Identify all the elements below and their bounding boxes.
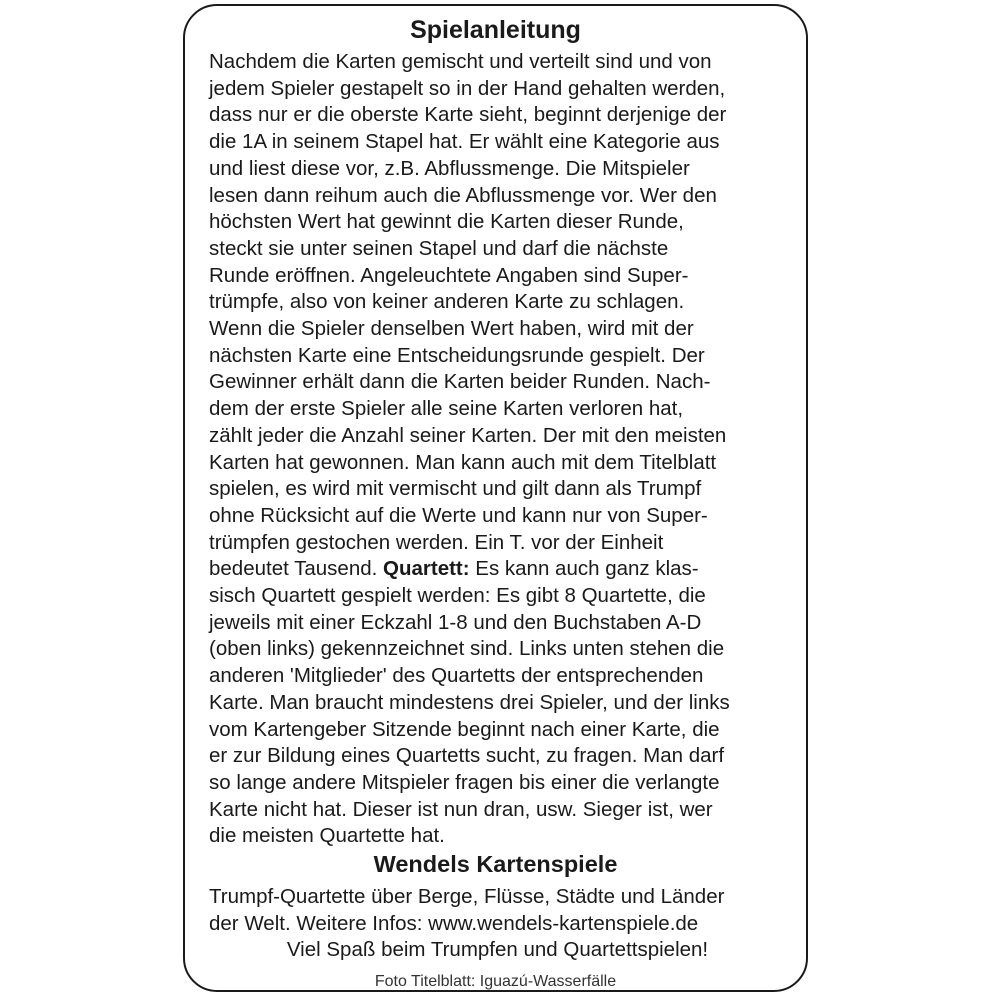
text-line: höchsten Wert hat gewinnt die Karten dieser Runde, <box>209 210 684 234</box>
text-segment: Es kann auch ganz klas- <box>469 557 699 581</box>
text-line: trümpfe, also von keiner anderen Karte zu schlagen. <box>209 290 685 314</box>
text-line: sisch Quartett gespielt werden: Es gibt 8 Quartette, die <box>209 584 706 608</box>
footer-line: der Welt. Weitere Infos: www.wendels-kartenspiele.de <box>209 911 699 935</box>
text-line: jedem Spieler gestapelt so in der Hand gehalten werden, <box>209 76 726 100</box>
brand-heading: Wendels Kartenspiele <box>373 851 618 877</box>
text-line: die meisten Quartette hat. <box>209 824 445 848</box>
text-line-quartett <box>209 556 809 583</box>
text-line: ohne Rücksicht auf die Werte und kann nur von Super- <box>209 503 708 527</box>
text-line: dem der erste Spieler alle seine Karten verloren hat, <box>209 397 684 421</box>
text-line: trümpfen gestochen werden. Ein T. vor der Einheit <box>209 530 664 554</box>
instructions-text <box>209 49 809 850</box>
photo-caption: Foto Titelblatt: Iguazú-Wasserfälle <box>374 973 617 990</box>
text-line: so lange andere Mitspieler fragen bis einer die verlangte <box>209 770 720 794</box>
text-line: zählt jeder die Anzahl seiner Karten. Der mit den meisten <box>209 423 727 447</box>
text-line: anderen 'Mitglieder' des Quartetts der entsprechenden <box>209 664 704 688</box>
footer-text <box>209 884 809 964</box>
text-line: jeweils mit einer Eckzahl 1-8 und den Buchstaben A-D <box>209 610 702 634</box>
text-line: vom Kartengeber Sitzende beginnt nach einer Karte, die <box>209 717 720 741</box>
text-line: und liest diese vor, z.B. Abflussmenge. Die Mitspieler <box>209 156 690 180</box>
text-segment: bedeutet Tausend. <box>209 557 384 581</box>
instruction-card <box>183 4 808 992</box>
quartett-heading: Quartett: <box>383 557 470 581</box>
text-line: dass nur er die oberste Karte sieht, beginnt derjenige der <box>209 103 727 127</box>
text-line: lesen dann reihum auch die Abflussmenge vor. Wer den <box>209 183 717 207</box>
text-line: er zur Bildung eines Quartetts sucht, zu fragen. Man darf <box>209 744 725 768</box>
text-line: Wenn die Spieler denselben Wert haben, wird mit der <box>209 317 694 341</box>
text-line: spielen, es wird mit vermischt und gilt dann als Trumpf <box>209 477 702 501</box>
text-line: steckt sie unter seinen Stapel und darf die nächste <box>209 236 669 260</box>
text-line: nächsten Karte eine Entscheidungsrunde gespielt. Der <box>209 343 705 367</box>
footer-line: Viel Spaß beim Trumpfen und Quartettspielen! <box>286 938 709 962</box>
text-line: Karte. Man braucht mindestens drei Spieler, und der links <box>209 690 730 714</box>
footer-line: Trumpf-Quartette über Berge, Flüsse, Städte und Länder <box>209 885 725 908</box>
text-line: Karten hat gewonnen. Man kann auch mit dem Titelblatt <box>209 450 717 474</box>
text-line: Gewinner erhält dann die Karten beider Runden. Nach- <box>209 370 711 394</box>
text-line: Karte nicht hat. Dieser ist nun dran, usw. Sieger ist, wer <box>209 797 713 821</box>
text-line: Nachdem die Karten gemischt und verteilt sind und von <box>209 50 712 73</box>
card-title: Spielanleitung <box>410 16 581 44</box>
text-line: die 1A in seinem Stapel hat. Er wählt eine Kategorie aus <box>209 130 720 154</box>
text-line: (oben links) gekennzeichnet sind. Links unten stehen die <box>209 637 725 661</box>
text-line: Runde eröffnen. Angeleuchtete Angaben sind Super- <box>209 263 689 287</box>
